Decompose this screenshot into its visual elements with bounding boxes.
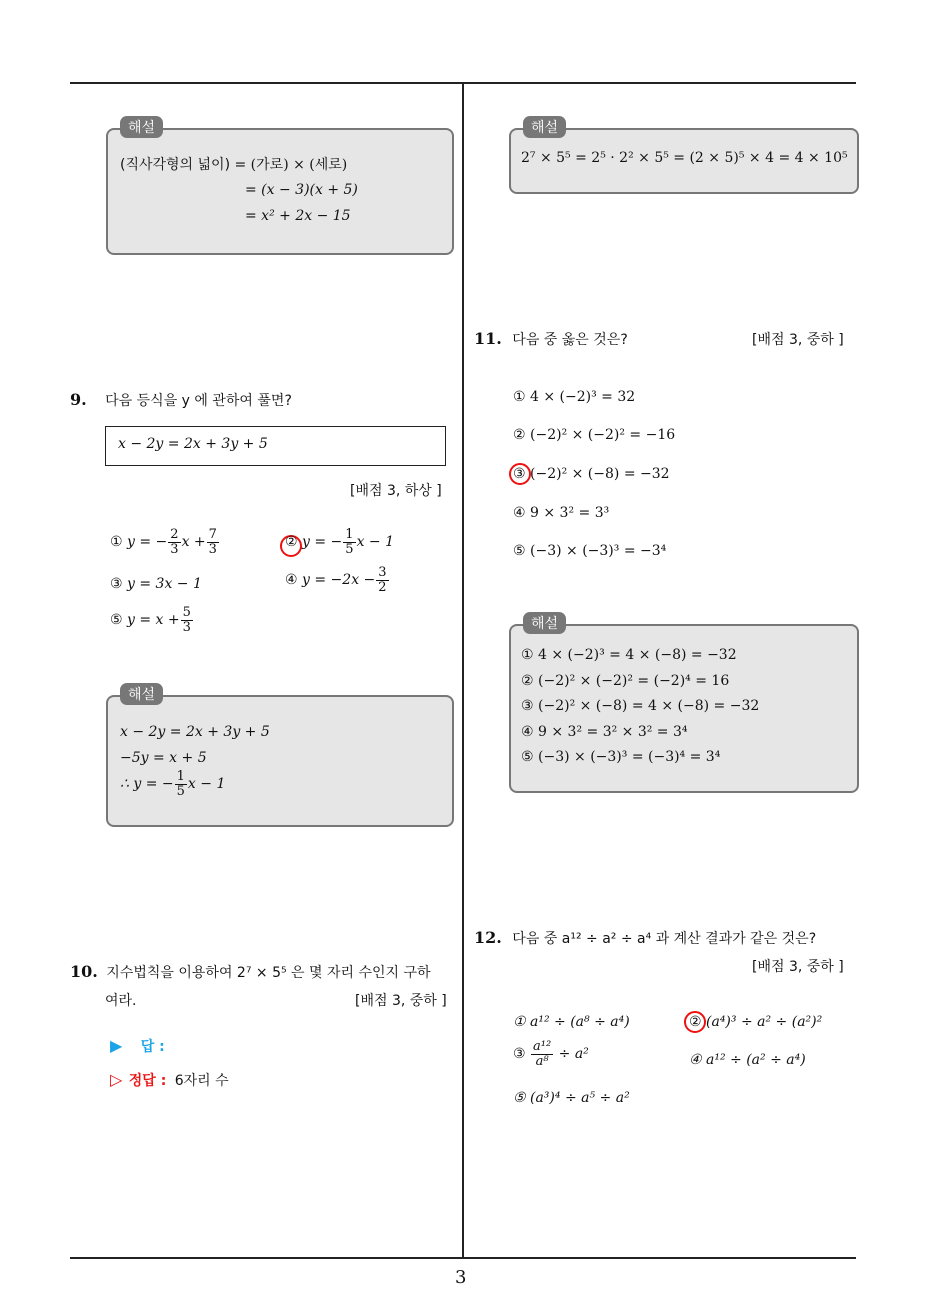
fraction: $\frac{1}{5}$ [345, 527, 354, 557]
q9-exp-line3: ∴ y = − $\frac{1}{5}$ x − 1 [120, 769, 226, 799]
q11-option-3[interactable]: ③ (−2)² × (−8) = −32 [513, 466, 670, 482]
q12-score: [배점 3, 중하 ] [752, 959, 844, 975]
fraction: $\frac{1}{5}$ [176, 769, 185, 799]
q11-header: 11. 다음 중 옳은 것은? [474, 329, 628, 348]
q11-option-1[interactable]: ① 4 × (−2)³ = 32 [513, 389, 636, 405]
q9-exp-line1: x − 2y = 2x + 3y + 5 [120, 724, 270, 740]
q11-exp-line2: ② (−2)² × (−2)² = (−2)⁴ = 16 [521, 673, 730, 689]
fraction: $\frac{\text{a¹²}}{\text{a⁸}}$ [533, 1039, 552, 1069]
q11-exp-line4: ④ 9 × 3² = 3² × 3² = 3⁴ [521, 724, 688, 740]
q11-option-4[interactable]: ④ 9 × 3² = 3³ [513, 505, 610, 521]
q10-score: [배점 3, 중하 ] [355, 993, 447, 1009]
q12-option-4[interactable]: ④ a¹² ÷ (a² ÷ a⁴) [689, 1052, 806, 1068]
q12-option-5[interactable]: ⑤ (a³)⁴ ÷ a⁵ ÷ a² [513, 1090, 630, 1106]
bottom-rule [70, 1257, 856, 1259]
explanation-tag: 해설 [523, 116, 566, 138]
q9-equation: x − 2y = 2x + 3y + 5 [118, 436, 268, 452]
q11-exp-line3: ③ (−2)² × (−8) = 4 × (−8) = −32 [521, 698, 760, 714]
q9-option-4[interactable]: ④ y = −2x − $\frac{3}{2}$ [285, 565, 387, 595]
area-eq-line2: = (x − 3)(x + 5) [245, 182, 358, 198]
q11-score: [배점 3, 중하 ] [752, 332, 844, 348]
area-eq-line1: (직사각형의 넓이) = (가로) × (세로) [120, 157, 348, 173]
q11-exp-line1: ① 4 × (−2)³ = 4 × (−8) = −32 [521, 647, 737, 663]
fraction: $\frac{2}{3}$ [170, 527, 179, 557]
q9-header: 9. 다음 등식을 y 에 관하여 풀면? [70, 390, 292, 409]
q11-option-2[interactable]: ② (−2)² × (−2)² = −16 [513, 427, 676, 443]
q9-option-5[interactable]: ⑤ y = x + $\frac{5}{3}$ [110, 605, 191, 635]
q9-score: [배점 3, 하상 ] [350, 483, 442, 499]
page-number: 3 [455, 1267, 467, 1288]
explanation-tag: 해설 [120, 683, 163, 705]
fraction: $\frac{3}{2}$ [378, 565, 387, 595]
q11-option-5[interactable]: ⑤ (−3) × (−3)³ = −3⁴ [513, 543, 667, 559]
q11-exp-line5: ⑤ (−3) × (−3)³ = (−3)⁴ = 3⁴ [521, 749, 721, 765]
fraction: $\frac{5}{3}$ [182, 605, 191, 635]
exp-q10-line: 2⁷ × 5⁵ = 2⁵ · 2² × 5⁵ = (2 × 5)⁵ × 4 = 4 × 10⁵ [521, 150, 848, 166]
q12-option-2[interactable]: ② (a⁴)³ ÷ a² ÷ (a²)² [689, 1014, 823, 1030]
area-eq-line3: = x² + 2x − 15 [245, 208, 351, 224]
q12-option-3[interactable]: ③ $\frac{\text{a¹²}}{\text{a⁸}}$ ÷ a² [513, 1039, 589, 1069]
q10-header: 10. 지수법칙을 이용하여 2⁷ × 5⁵ 은 몇 자리 수인지 구하 [70, 962, 431, 981]
q10-correct-row: ▷ 정답 : 6자리 수 [110, 1070, 229, 1089]
q9-option-1[interactable]: ① y = − $\frac{2}{3}$ x + $\frac{7}{3}$ [110, 527, 217, 557]
q10-text-cont: 여라. [105, 993, 137, 1009]
q10-answer-row[interactable]: ▶ 답 : [110, 1036, 165, 1055]
explanation-tag: 해설 [523, 612, 566, 634]
fraction: $\frac{7}{3}$ [208, 527, 217, 557]
q9-option-2[interactable]: ② y = − $\frac{1}{5}$ x − 1 [285, 527, 395, 557]
q12-header: 12. 다음 중 a¹² ÷ a² ÷ a⁴ 과 계산 결과가 같은 것은? [474, 928, 817, 947]
column-divider [462, 84, 464, 1258]
outline-arrow-icon: ▷ [110, 1070, 123, 1089]
q9-exp-line2: −5y = x + 5 [120, 750, 207, 766]
q9-option-3[interactable]: ③ y = 3x − 1 [110, 576, 202, 592]
q12-option-1[interactable]: ① a¹² ÷ (a⁸ ÷ a⁴) [513, 1014, 630, 1030]
play-arrow-icon: ▶ [110, 1036, 123, 1055]
explanation-tag: 해설 [120, 116, 163, 138]
